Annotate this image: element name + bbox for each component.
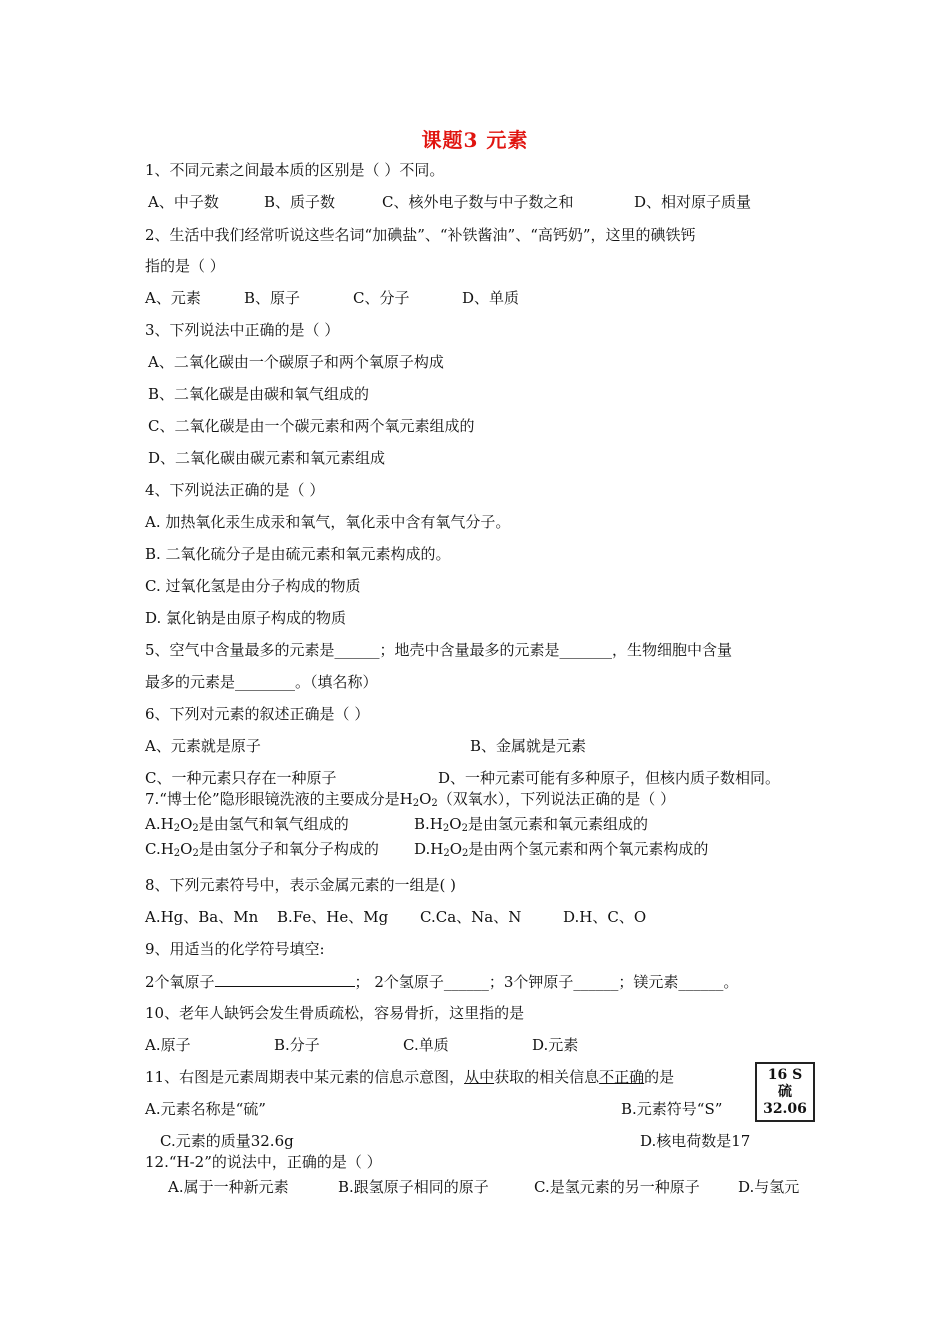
q7-option-d: $D.H_2O_2$是由两个氢元素和两个氧元素构成的 bbox=[414, 840, 709, 859]
q6-stem: 6、下列对元素的叙述正确是（ ） bbox=[145, 705, 370, 723]
q6-option-b: B、金属就是元素 bbox=[470, 737, 587, 755]
element-atomic-number: 16 bbox=[767, 1067, 788, 1083]
q2-stem-line2: 指的是（ ） bbox=[145, 257, 225, 275]
page-title: 课题3 元素 bbox=[421, 128, 529, 152]
q2-stem-line1: 2、生活中我们经常听说这些名词“加碘盐”、“补铁酱油”、“高钙奶”，这里的碘铁钙 bbox=[145, 226, 696, 244]
q11-option-b: B.元素符号“S” bbox=[621, 1100, 723, 1118]
q3-stem: 3、下列说法中正确的是（ ） bbox=[145, 321, 340, 339]
q11-option-d: D.核电荷数是17 bbox=[640, 1132, 751, 1150]
q8-option-c: C.Ca、Na、N bbox=[420, 908, 522, 926]
q6-option-d: D、一种元素可能有多种原子，但核内质子数相同。 bbox=[438, 769, 781, 787]
q11-option-c: C.元素的质量32.6g bbox=[160, 1132, 294, 1150]
q1-option-c: C、核外电子数与中子数之和 bbox=[382, 193, 574, 211]
q2-option-c: C、分子 bbox=[353, 289, 410, 307]
q5-line1: 5、空气中含量最多的元素是______；地壳中含量最多的元素是_______，生物细胞中含量 bbox=[145, 641, 733, 659]
q1-stem: 1、不同元素之间最本质的区别是（ ）不同。 bbox=[145, 161, 445, 179]
q6-option-a: A、元素就是原子 bbox=[145, 737, 261, 755]
q12-option-d: D.与氢元 bbox=[738, 1178, 800, 1196]
element-info-box bbox=[755, 1062, 815, 1122]
q4-option-c: C. 过氧化氢是由分子构成的物质 bbox=[145, 577, 361, 595]
q12-option-c: C.是氢元素的另一种原子 bbox=[534, 1178, 700, 1196]
q3-option-a: A、二氧化碳由一个碳原子和两个氧原子构成 bbox=[148, 353, 444, 371]
q10-option-c: C.单质 bbox=[403, 1036, 449, 1054]
q9-fill-line: 2个氧原子 ； 2个氢原子______；3个钾原子______；镁元素______。 bbox=[145, 973, 739, 991]
q12-option-b: B.跟氢原子相同的原子 bbox=[338, 1178, 489, 1196]
q6-option-c: C、一种元素只存在一种原子 bbox=[145, 769, 337, 787]
q7-option-a: $A.H_2O_2$是由氢气和氧气组成的 bbox=[145, 815, 349, 834]
q1-option-b: B、质子数 bbox=[264, 193, 336, 211]
q7-option-b: $B.H_2O_2$是由氢元素和氧元素组成的 bbox=[414, 815, 648, 834]
q4-option-a: A. 加热氧化汞生成汞和氧气，氧化汞中含有氧气分子。 bbox=[145, 513, 511, 531]
q9-blank bbox=[215, 971, 355, 987]
element-name: 硫 bbox=[778, 1084, 792, 1100]
element-symbol: S bbox=[792, 1067, 803, 1083]
q7-stem: 7.“博士伦”隐形眼镜洗液的主要成分是$H_2O_2$（双氧水），下列说法正确的是（ ） bbox=[145, 790, 676, 809]
q8-option-b: B.Fe、He、Mg bbox=[277, 908, 389, 926]
q4-option-d: D. 氯化钠是由原子构成的物质 bbox=[145, 609, 347, 627]
q11-option-a: A.元素名称是“硫” bbox=[145, 1100, 266, 1118]
q8-stem: 8、下列元素符号中，表示金属元素的一组是( ) bbox=[145, 876, 457, 894]
q2-option-b: B、原子 bbox=[244, 289, 301, 307]
q4-option-b: B. 二氧化硫分子是由硫元素和氧元素构成的。 bbox=[145, 545, 451, 563]
q1-option-d: D、相对原子质量 bbox=[634, 193, 752, 211]
q11-stem: 11、右图是元素周期表中某元素的信息示意图，从中获取的相关信息不正确的是 bbox=[145, 1068, 675, 1086]
element-mass: 32.06 bbox=[763, 1101, 807, 1117]
q12-stem: 12.“H-2”的说法中，正确的是（ ） bbox=[145, 1153, 382, 1171]
q10-option-a: A.原子 bbox=[145, 1036, 191, 1054]
q3-option-c: C、二氧化碳是由一个碳元素和两个氧元素组成的 bbox=[148, 417, 475, 435]
q10-option-d: D.元素 bbox=[532, 1036, 579, 1054]
q2-option-d: D、单质 bbox=[462, 289, 520, 307]
q8-option-d: D.H、C、O bbox=[563, 908, 647, 926]
q2-option-a: A、元素 bbox=[145, 289, 201, 307]
q3-option-d: D、二氧化碳由碳元素和氧元素组成 bbox=[148, 449, 386, 467]
q9-stem: 9、用适当的化学符号填空: bbox=[145, 940, 325, 958]
q7-option-c: $C.H_2O_2$是由氢分子和氧分子构成的 bbox=[145, 840, 379, 859]
q10-option-b: B.分子 bbox=[274, 1036, 320, 1054]
q4-stem: 4、下列说法正确的是（ ） bbox=[145, 481, 325, 499]
q5-line2: 最多的元素是________。（填名称） bbox=[145, 673, 378, 691]
q12-option-a: A.属于一种新元素 bbox=[168, 1178, 289, 1196]
q1-option-a: A、中子数 bbox=[148, 193, 219, 211]
element-box-top-row bbox=[757, 1067, 813, 1084]
q10-stem: 10、老年人缺钙会发生骨质疏松，容易骨折，这里指的是 bbox=[145, 1004, 525, 1022]
q3-option-b: B、二氧化碳是由碳和氧气组成的 bbox=[148, 385, 370, 403]
q8-option-a: A.Hg、Ba、Mn bbox=[145, 908, 259, 926]
